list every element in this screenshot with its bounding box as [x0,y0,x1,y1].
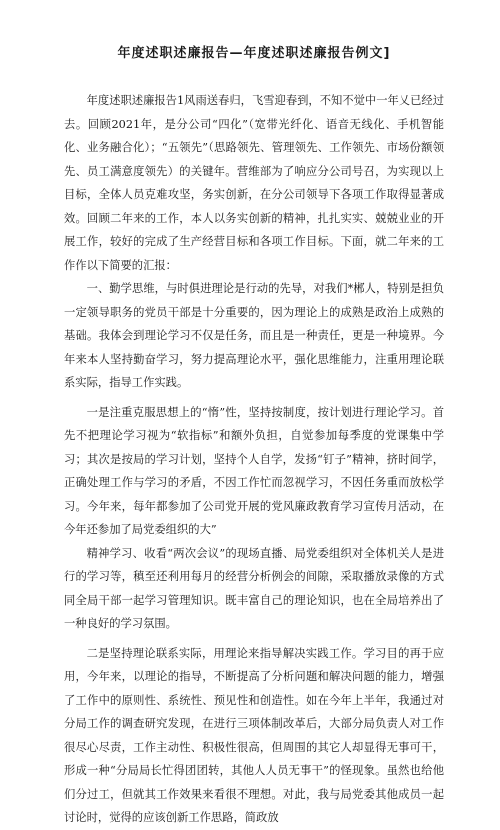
paragraph-point-2: 二是坚持理论联系实际，用理论来指导解决实践工作。学习目的再于应用，今年来，以理论的指导，不断提高了分析问题和解决问题的能力，增强了工作中的原则性、系统性、预见性和创造性。如在今年上半年，我通过对分局工作的调查研究发现，在进行三项体制改革后，大部分局负责人对工作很尽心尽责，工作主动性、积极性很高，但周围的其它人却显得无事可干，形成一种“分局局长忙得团团转，其他人人员无事干”的怪现象。虽然也给他们分过工，但就其工作效果来看很不理想。对此，我与局党委其他成员一起讨论时，觉得的应该创新工作思路，简政放 [64,646,444,824]
paragraph-point-1-continued: 精神学习、收看“两次会议”的现场直播、局党委组织对全体机关人是进行的学习等，稹至还利用每月的经营分析例会的间隙，采取播放录像的方式同全局干部一起学习管理知识。既丰富自己的理论知识，也在全局培养出了一种良好的学习氛围。 [64,546,444,630]
paragraph-section-1: 一、勤学思维，与时俱进理论是行动的先导，对我们*郴人，特别是担负一定领导职务的党员干部是十分重要的，因为理论上的成熟是政治上成熟的基础。我体会到理论学习不仅是任务，而且是一种责任，更是一种境界。今年来本人坚持勤奋学习，努力提高理论水平，强化思维能力，注重用理论联系实际，指导工作实践。 [64,282,444,389]
paragraph-point-1: 一是注重克服思想上的“惰”性，坚持按制度，按计划进行理论学习。首先不把理论学习视为“软指标”和额外负担，自觉参加每季度的党课集中学习；其次是按局的学习计划，坚持个人自学，发扬“钉子”精神，挤时间学，正确处理工作与学习的矛盾，不因工作忙而忽视学习，不因任务重而放松学习。今年来，每年都参加了公司党开展的党风廉政教育学习宣传月活动，在今年还参加了局党委组织的大” [64,405,444,536]
document-body [64,89,444,830]
paragraph-intro: 年度述职述廉报告1风雨送春归，飞雪迎春到，不知不觉中一年乂已经过去。回顾2021年，是分公司“四化”（宽带光纤化、语音无线化、手机智能化、业务融合化）；“五领先”（思路领先、管理领先、工作领先、市场份额领先、员工满意度领先）的关键年。营维部为了响应分公司号召，为实现以上目标，全体人员克难攻坚，务实创新，在分公司领导下各项工作取得显著成效。回顾二年来的工作，本人以务实创新的精神，扎扎实实、兢兢业业的开展工作，较好的完成了生产经营目标和各项工作目标。下面，就二年来的工作作以下简要的汇报： [64,94,444,272]
document-title: 年度述职述廉报告—年度述职述廉报告例文] [117,46,391,61]
